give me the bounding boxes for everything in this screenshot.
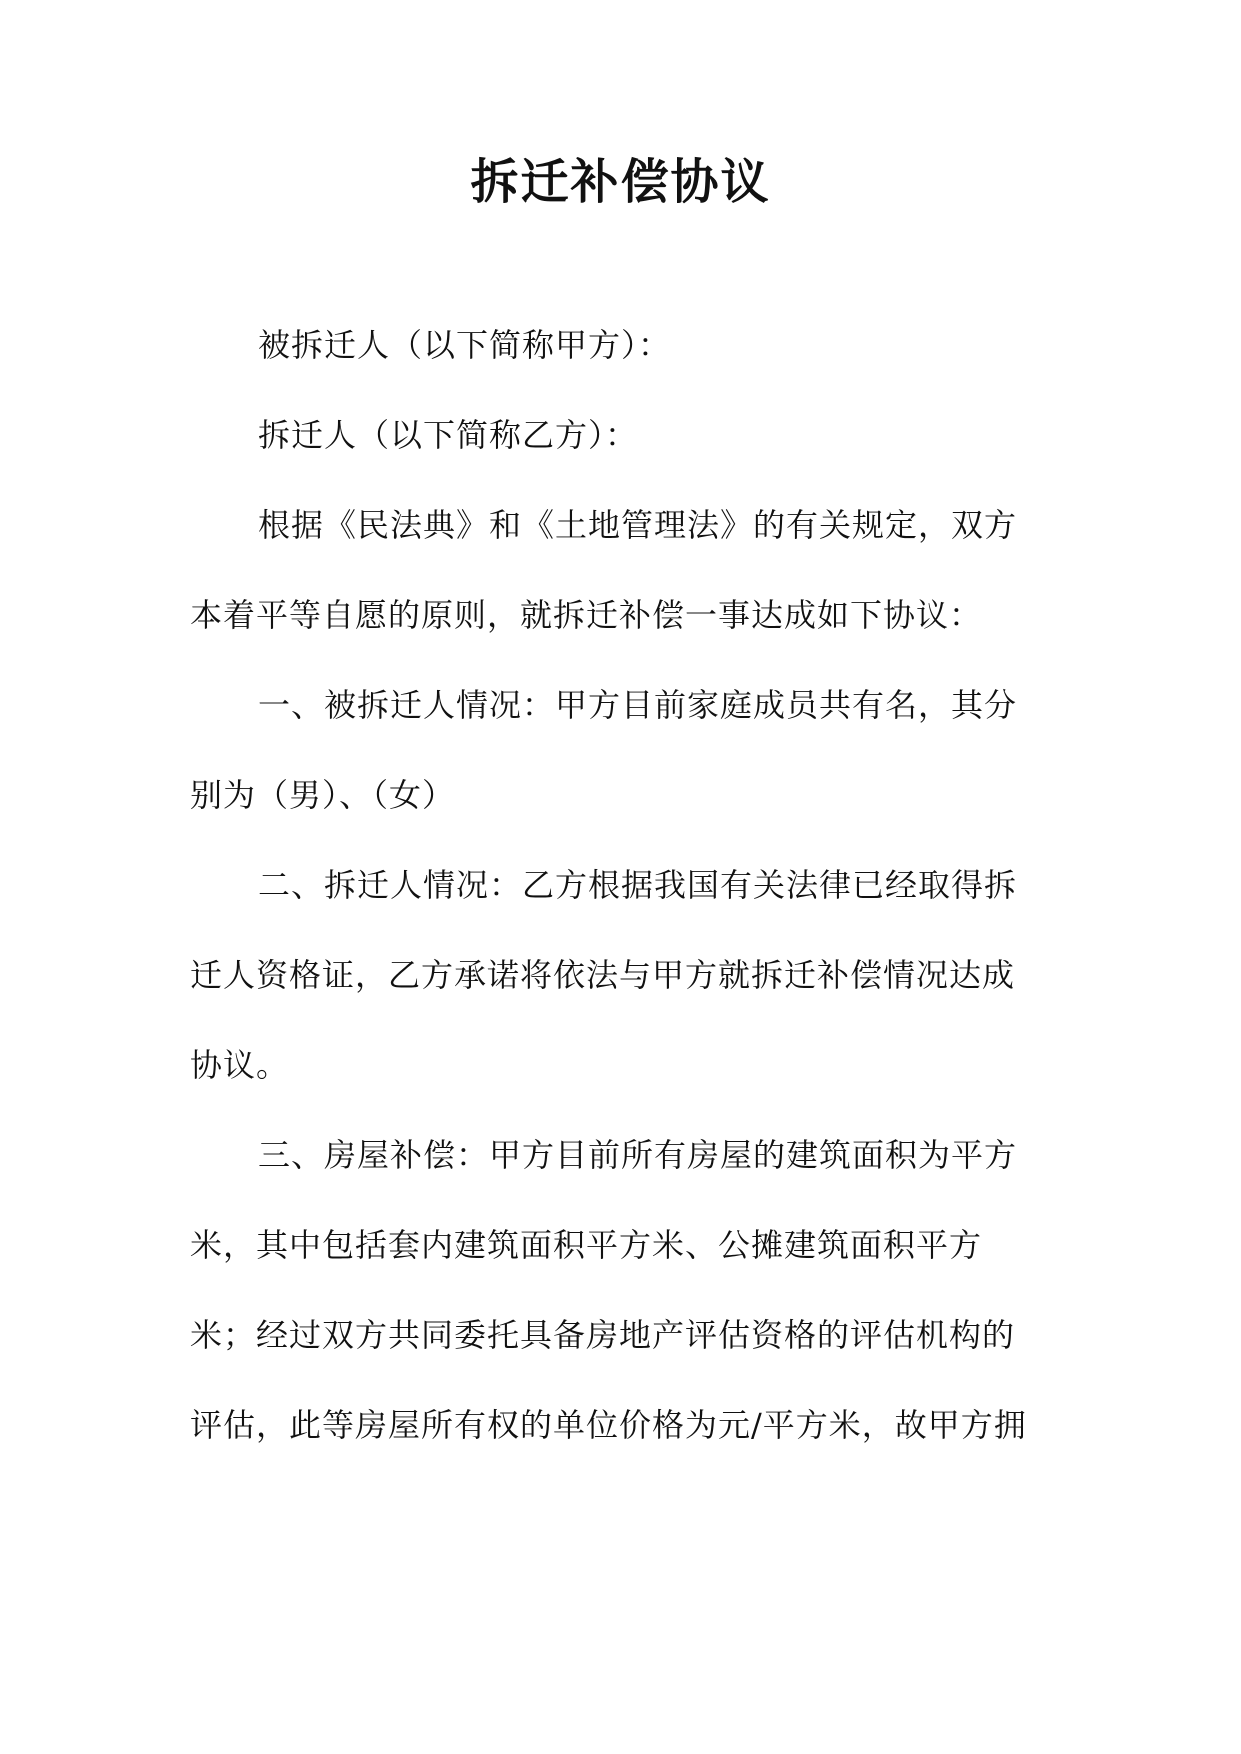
clause-3-paragraph: 三、房屋补偿：甲方目前所有房屋的建筑面积为平方米，其中包括套内建筑面积平方米、公摊建筑面积平方米；经过双方共同委托具备房地产评估资格的评估机构的评估，此等房屋所有权的单位价格为元/平方米，故甲方拥 <box>190 1136 1027 1444</box>
preamble-paragraph: 根据《民法典》和《土地管理法》的有关规定，双方本着平等自愿的原则，就拆迁补偿一事达成如下协议： <box>190 506 1018 634</box>
document-body <box>190 300 1040 1470</box>
clause-2-paragraph: 二、拆迁人情况：乙方根据我国有关法律已经取得拆迁人资格证，乙方承诺将依法与甲方就拆迁补偿情况达成协议。 <box>190 866 1018 1084</box>
party-a-line: 被拆迁人（以下简称甲方）： <box>258 326 672 364</box>
clause-1-paragraph: 一、被拆迁人情况：甲方目前家庭成员共有名，其分别为（男）、（女） <box>190 686 1018 814</box>
party-b-line: 拆迁人（以下简称乙方）： <box>258 416 639 454</box>
document-title: 拆迁补偿协议 <box>470 154 771 210</box>
